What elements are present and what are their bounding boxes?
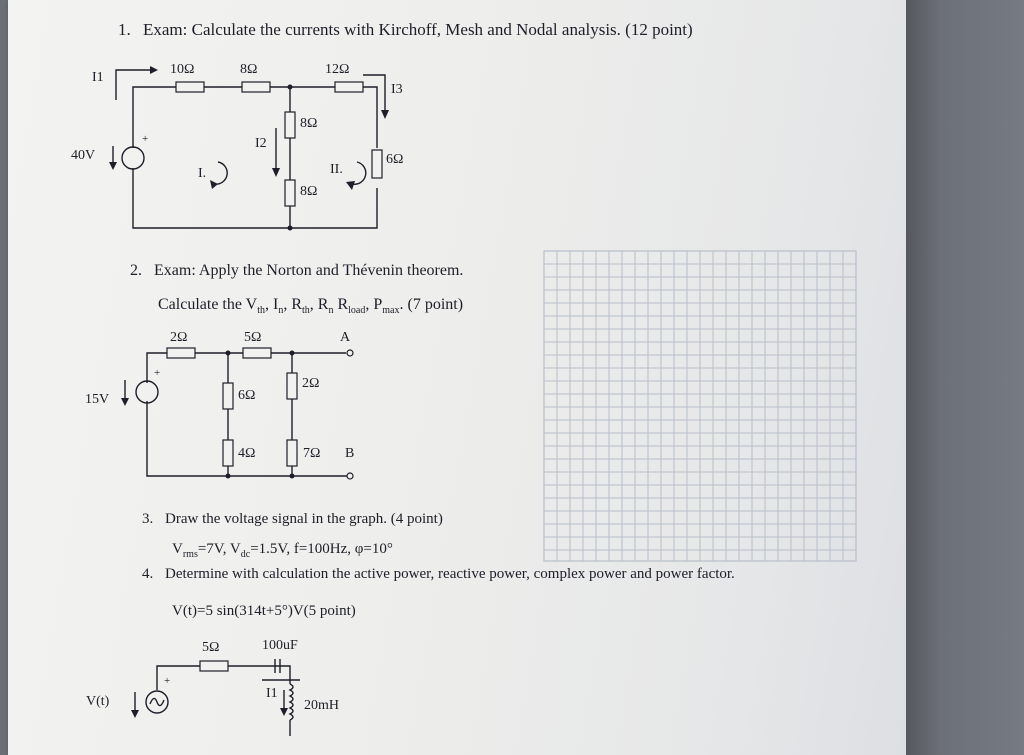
question-1 xyxy=(118,20,693,40)
resistor-7ohm xyxy=(287,440,297,466)
question-4-formula: V(t)=5 sin(314t+5°)V(5 point) xyxy=(172,603,356,619)
label-100uf: 100uF xyxy=(262,638,298,653)
question-3-text: Draw the voltage signal in the graph. (4 point) xyxy=(165,511,443,527)
label-6ohm: 6Ω xyxy=(238,388,256,403)
svg-text:+: + xyxy=(164,675,171,687)
resistor-4ohm xyxy=(223,440,233,466)
label-i1-ac: I1 xyxy=(266,686,278,701)
label-8ohm-bottom: 8Ω xyxy=(300,184,318,199)
resistor-10ohm xyxy=(176,82,204,92)
question-2-line1: Exam: Apply the Norton and Thévenin theorem. xyxy=(154,262,464,279)
svg-text:+: + xyxy=(142,133,149,145)
question-4-number: 4. xyxy=(142,566,154,582)
label-12ohm: 12Ω xyxy=(325,62,350,77)
label-4ohm: 4Ω xyxy=(238,446,256,461)
question-1-text: Exam: Calculate the currents with Kirchoff, Mesh and Nodal analysis. (12 point) xyxy=(143,20,693,39)
question-3 xyxy=(142,511,443,528)
resistor-2ohm xyxy=(167,348,195,358)
label-10ohm: 10Ω xyxy=(170,62,195,77)
label-i3: I3 xyxy=(391,82,403,97)
question-2 xyxy=(130,262,463,280)
label-8ohm-top: 8Ω xyxy=(240,62,258,77)
question-4 xyxy=(142,566,735,583)
resistor-2ohm-vertical xyxy=(287,373,297,399)
question-3-number: 3. xyxy=(142,511,154,527)
label-40v: 40V xyxy=(71,148,96,163)
label-2ohm-vertical: 2Ω xyxy=(302,376,320,391)
label-i1: I1 xyxy=(92,70,104,85)
answer-grid xyxy=(544,251,856,561)
resistor-5ohm-ac xyxy=(200,661,228,671)
label-5ohm: 5Ω xyxy=(244,330,262,345)
label-loop-1: I. xyxy=(198,166,207,181)
resistor-6ohm xyxy=(372,150,382,178)
resistor-8ohm-top xyxy=(242,82,270,92)
label-2ohm: 2Ω xyxy=(170,330,188,345)
label-terminal-b: B xyxy=(345,446,355,461)
voltage-source-40v xyxy=(122,147,144,169)
label-6ohm: 6Ω xyxy=(386,152,404,167)
label-loop-2: II. xyxy=(330,162,343,177)
label-8ohm-mid: 8Ω xyxy=(300,116,318,131)
question-2-number: 2. xyxy=(130,262,142,279)
label-5ohm-ac: 5Ω xyxy=(202,640,220,655)
question-1-number: 1. xyxy=(118,20,131,39)
svg-text:+: + xyxy=(154,367,161,379)
resistor-12ohm xyxy=(335,82,363,92)
inductor xyxy=(290,684,293,720)
label-i2: I2 xyxy=(255,136,267,151)
resistor-8ohm-bottom xyxy=(285,180,295,206)
circuit-1 xyxy=(109,66,389,231)
label-20mh: 20mH xyxy=(304,698,339,713)
voltage-source-15v xyxy=(136,381,158,403)
label-vt: V(t) xyxy=(86,694,110,709)
resistor-5ohm xyxy=(243,348,271,358)
question-2-line2: Calculate the $V_{th}$, $I_n$, $R_{th}$, $R_n$ $R_{load}$, $P_{max}$. (7 point) xyxy=(158,296,464,317)
label-15v: 15V xyxy=(85,392,110,407)
label-terminal-a: A xyxy=(340,330,351,345)
resistor-6ohm xyxy=(223,383,233,409)
question-4-text: Determine with calculation the active power, reactive power, complex power and power factor. xyxy=(165,566,735,582)
question-3-params: $V_{rms}=7V$, $V_{dc}=1.5V$, f=100Hz, φ=10° xyxy=(172,541,393,560)
label-7ohm: 7Ω xyxy=(303,446,321,461)
resistor-8ohm-mid xyxy=(285,112,295,138)
